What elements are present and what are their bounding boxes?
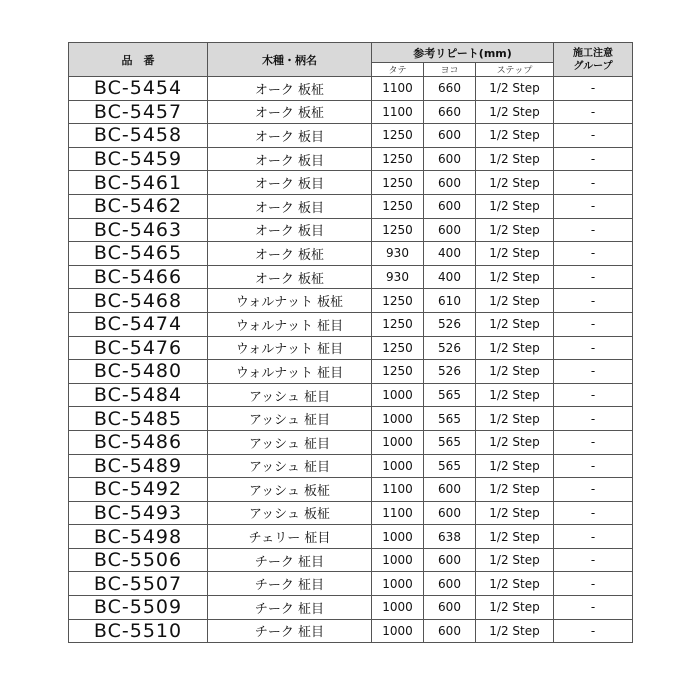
- product-code-cell: BC-5465: [69, 242, 208, 266]
- repeat-step-cell: 1/2 Step: [476, 548, 554, 572]
- product-code-cell: BC-5466: [69, 265, 208, 289]
- header-wood-type: 木種・柄名: [208, 43, 372, 77]
- repeat-step-cell: 1/2 Step: [476, 360, 554, 384]
- repeat-tate-cell: 1250: [372, 312, 424, 336]
- repeat-yoko-cell: 600: [424, 147, 476, 171]
- repeat-yoko-cell: 600: [424, 596, 476, 620]
- repeat-yoko-cell: 610: [424, 289, 476, 313]
- repeat-tate-cell: 1000: [372, 454, 424, 478]
- wood-type-cell: アッシュ 柾目: [208, 407, 372, 431]
- repeat-step-cell: 1/2 Step: [476, 289, 554, 313]
- wood-type-cell: オーク 板目: [208, 124, 372, 148]
- repeat-tate-cell: 1100: [372, 478, 424, 502]
- repeat-yoko-cell: 660: [424, 77, 476, 101]
- repeat-step-cell: 1/2 Step: [476, 501, 554, 525]
- table-row: [69, 619, 633, 643]
- product-code-cell: BC-5458: [69, 124, 208, 148]
- repeat-yoko-cell: 600: [424, 501, 476, 525]
- product-code-cell: BC-5463: [69, 218, 208, 242]
- product-code-cell: BC-5506: [69, 548, 208, 572]
- repeat-yoko-cell: 565: [424, 430, 476, 454]
- wood-type-cell: オーク 板目: [208, 171, 372, 195]
- caution-group-cell: -: [554, 501, 633, 525]
- caution-group-cell: -: [554, 289, 633, 313]
- header-caution-group: [554, 43, 633, 77]
- repeat-tate-cell: 1000: [372, 525, 424, 549]
- repeat-tate-cell: 1250: [372, 124, 424, 148]
- product-code-cell: BC-5493: [69, 501, 208, 525]
- header-step: ステップ: [476, 63, 554, 77]
- repeat-yoko-cell: 600: [424, 548, 476, 572]
- repeat-step-cell: 1/2 Step: [476, 124, 554, 148]
- repeat-yoko-cell: 600: [424, 572, 476, 596]
- table-row: [69, 454, 633, 478]
- repeat-tate-cell: 1000: [372, 430, 424, 454]
- repeat-tate-cell: 1000: [372, 596, 424, 620]
- repeat-tate-cell: 1250: [372, 194, 424, 218]
- table-row: [69, 501, 633, 525]
- repeat-tate-cell: 1250: [372, 289, 424, 313]
- repeat-step-cell: 1/2 Step: [476, 596, 554, 620]
- repeat-yoko-cell: 565: [424, 383, 476, 407]
- table-row: [69, 124, 633, 148]
- header-reference-repeat: 参考リピート(mm): [372, 43, 554, 63]
- repeat-yoko-cell: 526: [424, 336, 476, 360]
- repeat-tate-cell: 1000: [372, 572, 424, 596]
- caution-group-cell: -: [554, 124, 633, 148]
- repeat-yoko-cell: 638: [424, 525, 476, 549]
- repeat-tate-cell: 1100: [372, 100, 424, 124]
- repeat-yoko-cell: 600: [424, 619, 476, 643]
- repeat-tate-cell: 1250: [372, 336, 424, 360]
- repeat-step-cell: 1/2 Step: [476, 454, 554, 478]
- product-code-cell: BC-5484: [69, 383, 208, 407]
- header-caution-group-line1: 施工注意: [573, 47, 614, 59]
- wood-type-cell: アッシュ 柾目: [208, 430, 372, 454]
- wood-type-cell: オーク 板目: [208, 194, 372, 218]
- caution-group-cell: -: [554, 383, 633, 407]
- wood-type-cell: オーク 板柾: [208, 242, 372, 266]
- caution-group-cell: -: [554, 312, 633, 336]
- repeat-yoko-cell: 660: [424, 100, 476, 124]
- header-tate: タテ: [372, 63, 424, 77]
- wood-type-cell: オーク 板目: [208, 147, 372, 171]
- repeat-yoko-cell: 600: [424, 124, 476, 148]
- repeat-step-cell: 1/2 Step: [476, 147, 554, 171]
- wood-type-cell: アッシュ 板柾: [208, 478, 372, 502]
- caution-group-cell: -: [554, 548, 633, 572]
- product-code-cell: BC-5509: [69, 596, 208, 620]
- repeat-tate-cell: 1100: [372, 501, 424, 525]
- product-code-cell: BC-5462: [69, 194, 208, 218]
- wood-type-cell: チーク 柾目: [208, 572, 372, 596]
- repeat-step-cell: 1/2 Step: [476, 218, 554, 242]
- product-code-cell: BC-5474: [69, 312, 208, 336]
- product-code-cell: BC-5485: [69, 407, 208, 431]
- caution-group-cell: -: [554, 265, 633, 289]
- repeat-step-cell: 1/2 Step: [476, 171, 554, 195]
- header-caution-group-line2: グループ: [573, 60, 613, 72]
- caution-group-cell: -: [554, 596, 633, 620]
- table-row: [69, 360, 633, 384]
- table-row: [69, 147, 633, 171]
- caution-group-cell: -: [554, 171, 633, 195]
- repeat-step-cell: 1/2 Step: [476, 77, 554, 101]
- table-row: [69, 100, 633, 124]
- table-row: [69, 596, 633, 620]
- table-row: [69, 478, 633, 502]
- table-body: [69, 77, 633, 643]
- product-code-cell: BC-5468: [69, 289, 208, 313]
- wood-type-cell: オーク 板柾: [208, 77, 372, 101]
- repeat-step-cell: 1/2 Step: [476, 265, 554, 289]
- caution-group-cell: -: [554, 430, 633, 454]
- repeat-yoko-cell: 565: [424, 454, 476, 478]
- repeat-step-cell: 1/2 Step: [476, 525, 554, 549]
- caution-group-cell: -: [554, 147, 633, 171]
- repeat-yoko-cell: 565: [424, 407, 476, 431]
- caution-group-cell: -: [554, 77, 633, 101]
- wood-type-cell: アッシュ 柾目: [208, 383, 372, 407]
- repeat-tate-cell: 1250: [372, 360, 424, 384]
- table-row: [69, 525, 633, 549]
- product-code-cell: BC-5486: [69, 430, 208, 454]
- repeat-yoko-cell: 400: [424, 242, 476, 266]
- product-code-cell: BC-5457: [69, 100, 208, 124]
- repeat-tate-cell: 1250: [372, 171, 424, 195]
- caution-group-cell: -: [554, 478, 633, 502]
- repeat-yoko-cell: 526: [424, 312, 476, 336]
- caution-group-cell: -: [554, 218, 633, 242]
- table-row: [69, 242, 633, 266]
- repeat-yoko-cell: 600: [424, 218, 476, 242]
- table-row: [69, 77, 633, 101]
- repeat-step-cell: 1/2 Step: [476, 572, 554, 596]
- caution-group-cell: -: [554, 336, 633, 360]
- repeat-tate-cell: 1000: [372, 548, 424, 572]
- repeat-yoko-cell: 600: [424, 194, 476, 218]
- table-row: [69, 548, 633, 572]
- header-product-code: 品 番: [69, 43, 208, 77]
- wood-type-cell: ウォルナット 柾目: [208, 312, 372, 336]
- wood-type-cell: チーク 柾目: [208, 619, 372, 643]
- product-code-cell: BC-5510: [69, 619, 208, 643]
- table-row: [69, 383, 633, 407]
- wood-type-cell: チーク 柾目: [208, 548, 372, 572]
- product-code-cell: BC-5454: [69, 77, 208, 101]
- caution-group-cell: -: [554, 525, 633, 549]
- wood-type-cell: ウォルナット 板柾: [208, 289, 372, 313]
- repeat-step-cell: 1/2 Step: [476, 383, 554, 407]
- repeat-step-cell: 1/2 Step: [476, 619, 554, 643]
- repeat-step-cell: 1/2 Step: [476, 407, 554, 431]
- repeat-tate-cell: 1250: [372, 147, 424, 171]
- repeat-tate-cell: 930: [372, 242, 424, 266]
- repeat-tate-cell: 1000: [372, 619, 424, 643]
- repeat-tate-cell: 1000: [372, 407, 424, 431]
- wood-type-cell: アッシュ 柾目: [208, 454, 372, 478]
- product-code-cell: BC-5489: [69, 454, 208, 478]
- repeat-step-cell: 1/2 Step: [476, 312, 554, 336]
- product-code-cell: BC-5461: [69, 171, 208, 195]
- wood-type-cell: アッシュ 板柾: [208, 501, 372, 525]
- product-code-cell: BC-5459: [69, 147, 208, 171]
- caution-group-cell: -: [554, 572, 633, 596]
- table-row: [69, 430, 633, 454]
- header-yoko: ヨコ: [424, 63, 476, 77]
- repeat-yoko-cell: 526: [424, 360, 476, 384]
- caution-group-cell: -: [554, 242, 633, 266]
- table-row: [69, 407, 633, 431]
- repeat-yoko-cell: 600: [424, 478, 476, 502]
- wood-type-cell: オーク 板柾: [208, 100, 372, 124]
- product-code-cell: BC-5480: [69, 360, 208, 384]
- caution-group-cell: -: [554, 454, 633, 478]
- repeat-step-cell: 1/2 Step: [476, 100, 554, 124]
- table-row: [69, 194, 633, 218]
- wood-type-cell: ウォルナット 柾目: [208, 360, 372, 384]
- wood-type-cell: オーク 板目: [208, 218, 372, 242]
- repeat-step-cell: 1/2 Step: [476, 242, 554, 266]
- table-row: [69, 312, 633, 336]
- table-row: [69, 572, 633, 596]
- wood-type-cell: オーク 板柾: [208, 265, 372, 289]
- caution-group-cell: -: [554, 100, 633, 124]
- repeat-yoko-cell: 600: [424, 171, 476, 195]
- table-row: [69, 218, 633, 242]
- table-row: [69, 171, 633, 195]
- repeat-yoko-cell: 400: [424, 265, 476, 289]
- table-row: [69, 336, 633, 360]
- repeat-step-cell: 1/2 Step: [476, 336, 554, 360]
- repeat-tate-cell: 1250: [372, 218, 424, 242]
- table-row: [69, 265, 633, 289]
- table-row: [69, 289, 633, 313]
- caution-group-cell: -: [554, 194, 633, 218]
- repeat-step-cell: 1/2 Step: [476, 478, 554, 502]
- product-code-cell: BC-5507: [69, 572, 208, 596]
- wood-type-cell: チーク 柾目: [208, 596, 372, 620]
- repeat-step-cell: 1/2 Step: [476, 194, 554, 218]
- repeat-tate-cell: 1100: [372, 77, 424, 101]
- product-code-cell: BC-5492: [69, 478, 208, 502]
- product-spec-table: [68, 42, 633, 643]
- caution-group-cell: -: [554, 407, 633, 431]
- product-code-cell: BC-5476: [69, 336, 208, 360]
- caution-group-cell: -: [554, 360, 633, 384]
- repeat-step-cell: 1/2 Step: [476, 430, 554, 454]
- repeat-tate-cell: 930: [372, 265, 424, 289]
- caution-group-cell: -: [554, 619, 633, 643]
- wood-type-cell: ウォルナット 柾目: [208, 336, 372, 360]
- wood-type-cell: チェリー 柾目: [208, 525, 372, 549]
- repeat-tate-cell: 1000: [372, 383, 424, 407]
- product-code-cell: BC-5498: [69, 525, 208, 549]
